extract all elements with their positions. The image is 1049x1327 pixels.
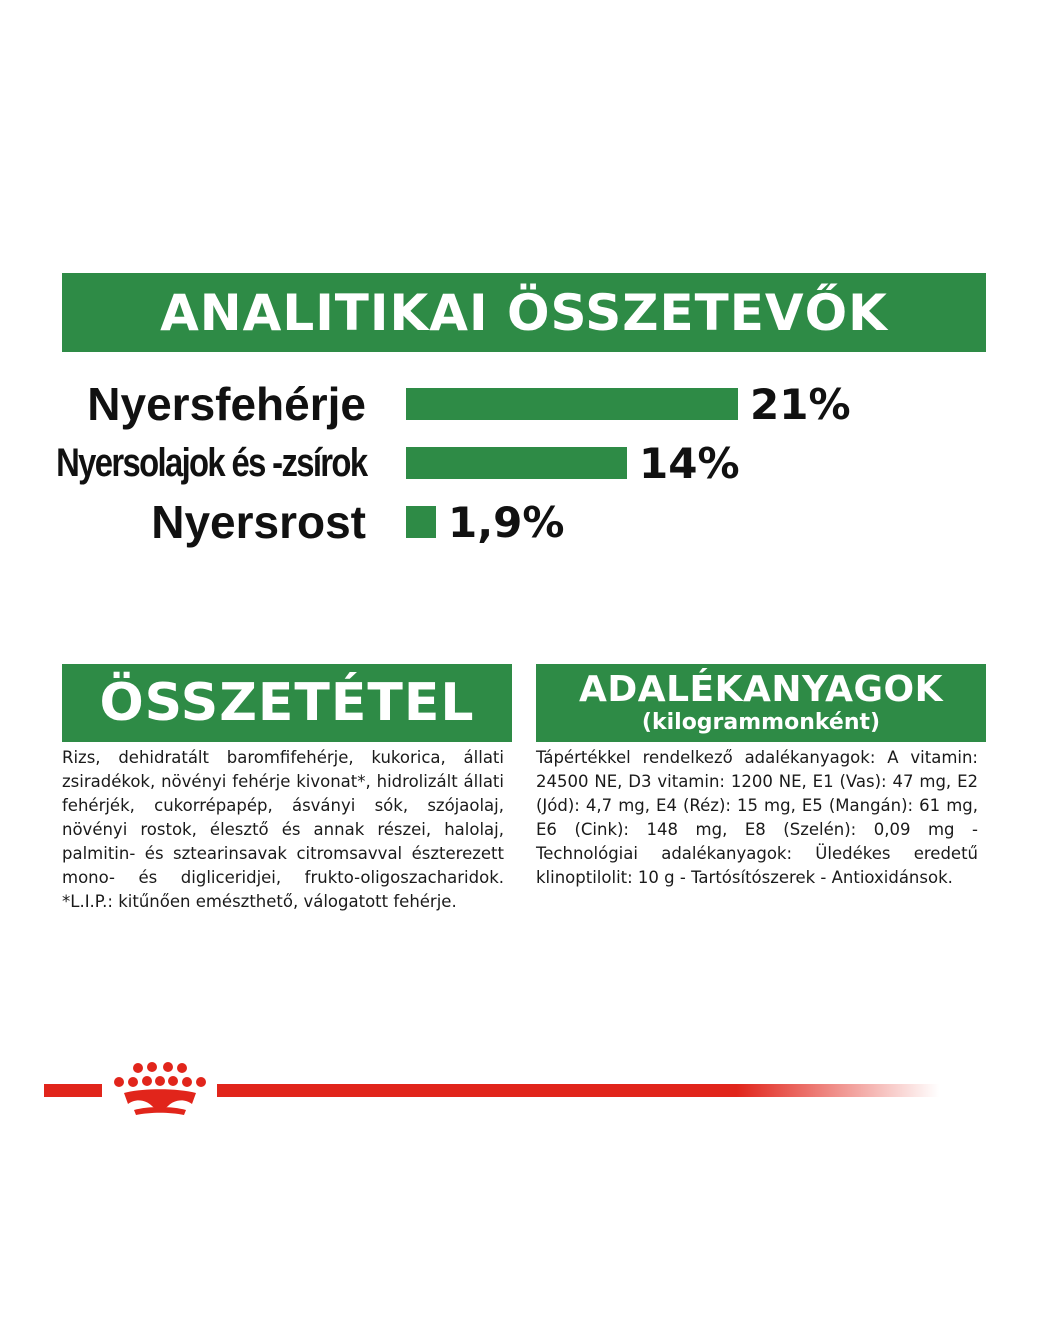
- nutrient-value: 1,9%: [448, 497, 565, 547]
- composition-text: Rizs, dehidratált baromfifehérje, kukorica, állati zsiradékok, növényi fehérje kivonat*, hidrolizált állati fehérjék, cukorrépapép, ásványi sók, szójaolaj, növényi rostok, élesztő és annak részei, halolaj, palmitin- és sztearinsavak citromsavval észterezett mono- és digliceridjei, frukto-oligoszacharidok. *L.I.P.: kitűnően emészthető, válogatott fehérje.: [62, 748, 504, 911]
- nutrient-bar: [406, 447, 627, 479]
- analytic-title: ANALITIKAI ÖSSZETEVŐK: [160, 283, 888, 342]
- nutrient-value: 14%: [639, 438, 740, 488]
- analytic-heading: [62, 273, 986, 352]
- additives-heading: [536, 664, 986, 742]
- nutrient-value: 21%: [750, 379, 851, 429]
- footer-line-left: [44, 1084, 102, 1097]
- composition-heading: [62, 664, 512, 742]
- nutrient-row-fibre: [0, 494, 1049, 550]
- nutrient-label: Nyersrost: [151, 496, 366, 548]
- additives-text: Tápértékkel rendelkező adalékanyagok: A vitamin: 24500 NE, D3 vitamin: 1200 NE, E1 (Vas): 47 mg, E2 (Jód): 4,7 mg, E4 (Réz): 15 mg, E5 (Mangán): 61 mg, E6 (Cink): 148 mg, E8 (Szelén): 0,09 mg - Technológiai adalékanyagok: Üledékes eredetű klinoptilolit: 10 g - Tartósítószerek - Antioxidánsok.: [536, 748, 978, 887]
- nutrient-row-protein: [0, 376, 1049, 432]
- royal-crown-icon: [108, 1060, 212, 1118]
- nutrient-label: Nyersfehérje: [87, 378, 366, 430]
- nutrient-bar: [406, 388, 738, 420]
- nutrient-row-fat: [0, 435, 1049, 491]
- additives-subtitle: (kilogrammonként): [641, 710, 881, 735]
- composition-title: ÖSSZETÉTEL: [99, 673, 475, 733]
- nutrient-bar: [406, 506, 436, 538]
- nutrient-label: Nyersolajok és -zsírok: [55, 440, 366, 485]
- footer-line-right: [217, 1084, 939, 1097]
- additives-title: ADALÉKANYAGOK: [578, 669, 944, 710]
